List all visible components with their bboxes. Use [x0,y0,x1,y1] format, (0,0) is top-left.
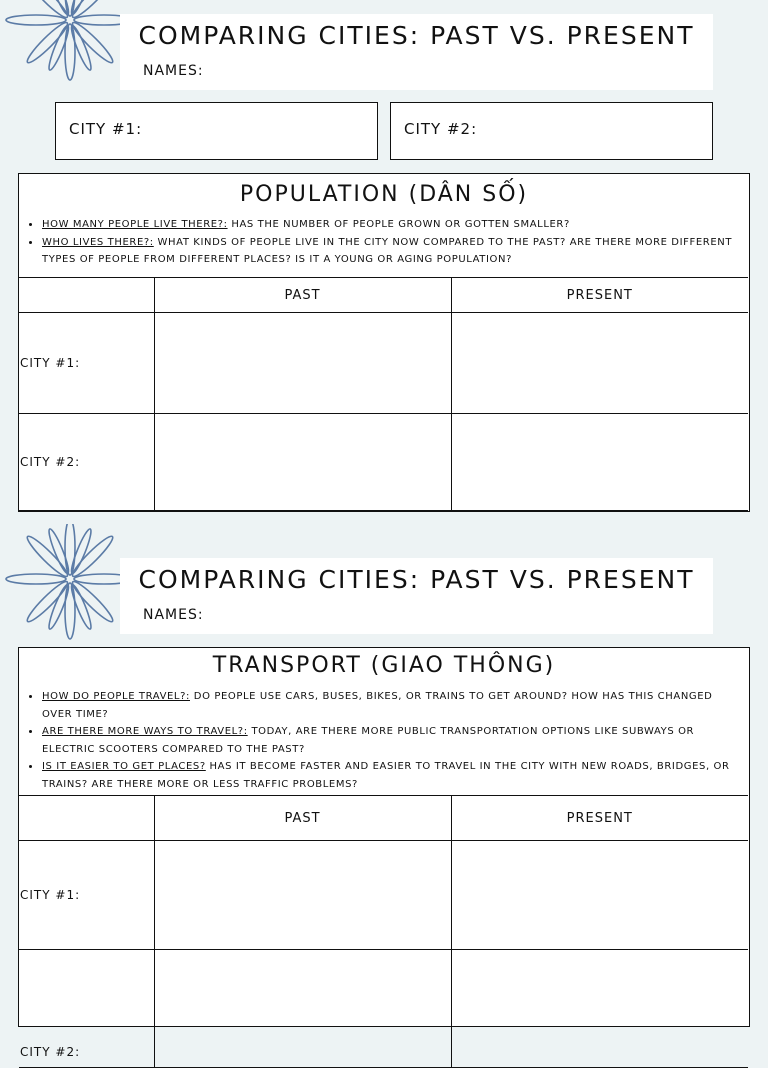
city1-label: CITY #1: [69,120,143,138]
row-label-city2: CITY #2: [19,414,154,511]
table-header-blank [19,796,154,841]
page-title: COMPARING CITIES: PAST VS. PRESENT [138,21,695,50]
row-label-city2: CITY #2: [19,950,154,1068]
population-header [19,174,749,269]
city1-field[interactable] [55,102,378,160]
row-label-city1: CITY #1: [19,313,154,414]
names-label: NAMES: [143,607,204,623]
cell-city1-present[interactable] [451,313,748,414]
table-header-past: PAST [154,278,451,313]
question-item: • WHO LIVES THERE?: WHAT KINDS OF PEOPLE LIVE IN THE CITY NOW COMPARED TO THE PAST? ARE THERE MORE DIFFERENT TYPES OF PEOPLE FROM DIFFERENT PLACES? IS IT A YOUNG OR AGING POPULATION? [41,234,741,269]
section-title: POPULATION (DÂN SỐ) [239,182,529,207]
cell-city1-past[interactable] [154,841,451,950]
question-list [19,688,749,794]
cell-city2-present[interactable] [451,414,748,511]
cell-city2-past[interactable] [154,414,451,511]
cell-city2-past[interactable] [154,950,451,1068]
flower-decoration [0,524,140,649]
cell-city2-present[interactable] [451,950,748,1068]
table-header-blank [19,278,154,313]
header-card [120,558,713,634]
transport-header [19,648,749,794]
cell-city1-present[interactable] [451,841,748,950]
page-title: COMPARING CITIES: PAST VS. PRESENT [138,565,695,594]
flower-decoration [0,0,140,105]
cell-city1-past[interactable] [154,313,451,414]
city2-field[interactable] [390,102,713,160]
header-card [120,14,713,90]
comparison-table [19,277,748,511]
question-item: • ARE THERE MORE WAYS TO TRAVEL?: TODAY, ARE THERE MORE PUBLIC TRANSPORTATION OPTIONS LIKE SUBWAYS OR ELECTRIC SCOOTERS COMPARED TO THE PAST? [41,723,741,758]
population-panel [18,173,750,512]
section-title: TRANSPORT (GIAO THÔNG) [212,653,556,678]
table-header-present: PRESENT [451,278,748,313]
table-header-past: PAST [154,796,451,841]
comparison-table [19,795,748,1068]
question-item: • IS IT EASIER TO GET PLACES? HAS IT BECOME FASTER AND EASIER TO TRAVEL IN THE CITY WITH NEW ROADS, BRIDGES, OR TRAINS? ARE THERE MORE OR LESS TRAFFIC PROBLEMS? [41,758,741,793]
question-item: • HOW DO PEOPLE TRAVEL?: DO PEOPLE USE CARS, BUSES, BIKES, OR TRAINS TO GET AROUND? HOW HAS THIS CHANGED OVER TIME? [41,688,741,723]
table-header-present: PRESENT [451,796,748,841]
names-label: NAMES: [143,63,204,79]
city2-label: CITY #2: [404,120,478,138]
question-item: • HOW MANY PEOPLE LIVE THERE?: HAS THE NUMBER OF PEOPLE GROWN OR GOTTEN SMALLER? [41,216,741,234]
row-label-city1: CITY #1: [19,841,154,950]
question-list [19,216,749,269]
transport-panel [18,647,750,1059]
